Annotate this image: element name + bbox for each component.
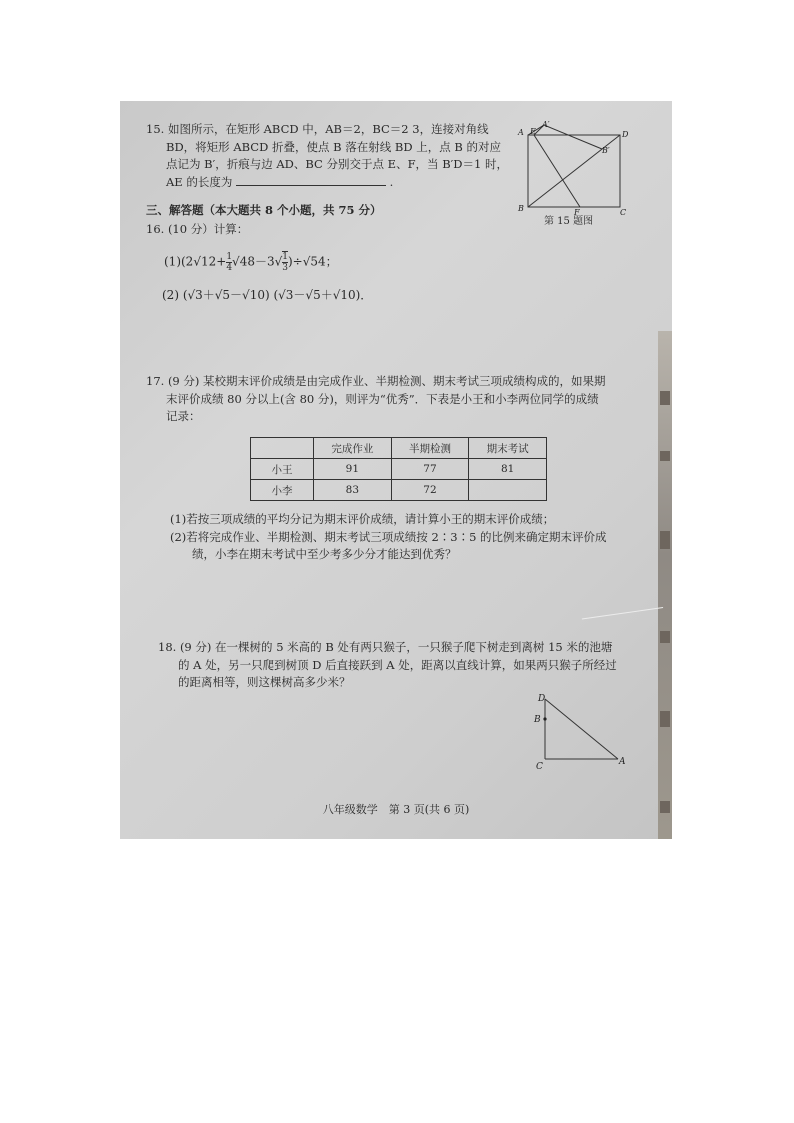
table-cell [469,480,547,501]
q18-line1: 18. (9 分) 在一棵树的 5 米高的 B 处有两只猴子，一只猴子爬下树走到离树 15 米的池塘 [158,640,613,654]
q16-part2: (2) (√3＋√5－√10) (√3－√5＋√10)． [162,288,373,302]
table-header-row [251,438,547,459]
section-heading: 三、解答题（本大题共 8 个小题，共 75 分） [146,203,382,217]
scanned-page-photo [120,101,672,839]
table-cell: 77 [391,459,469,480]
paper-tear [575,558,663,620]
label-D: D [538,694,546,704]
q18-line3: 的距离相等，则这棵树高多少米？ [178,675,351,689]
q15-prompt: AE 的长度为 [166,174,233,189]
label-E: E [530,127,536,136]
label-C: C [620,208,627,217]
table-header [251,438,314,459]
q15-line3: 点记为 B′，折痕与边 AD、BC 分别交于点 E、F，当 B′D＝1 时， [166,157,508,171]
q17-line2: 末评价成绩 80 分以上(含 80 分)，则评为“优秀”．下表是小王和小李两位同学的成绩 [166,391,599,406]
label-B: B [518,204,524,213]
label-D: D [622,130,629,139]
q15-line1: 15. 如图所示，在矩形 ABCD 中，AB＝2，BC＝2 3，连接对角线 [146,122,489,136]
table-cell: 72 [391,480,469,501]
q17-sub2a: (2)若将完成作业、半期检测、期末考试三项成绩按 2∶3∶5 的比例来确定期末评价成 [170,529,607,544]
question-18 [158,639,617,692]
q15-period: . [389,174,394,189]
q17-sub1: (1)若按三项成绩的平均分记为期末评价成绩，请计算小王的期末评价成绩； [170,512,555,526]
q17-line3: 记录： [166,409,201,423]
table-header: 半期检测 [391,438,469,459]
q18-figure [530,691,640,773]
table-row [251,480,547,501]
background-strip [658,331,672,839]
score-table [250,437,547,501]
table-header: 完成作业 [314,438,392,459]
label-A-prime: A′ [542,121,550,129]
question-17 [146,373,606,426]
label-A: A [619,757,626,767]
q18-line2: 的 A 处，另一只爬到树顶 D 后直接跃到 A 处，距离以直线计算，如果两只猴子所经过 [178,657,617,672]
label-F: F [574,208,580,217]
table-cell: 小王 [251,459,314,480]
q17-sub2b: 绩，小李在期末考试中至少考多少分才能达到优秀？ [192,547,457,561]
q15-figure [514,121,634,221]
table-cell: 81 [469,459,547,480]
label-B: B [534,715,541,725]
q16-part1: (1)(2√12+ $\frac{1}{4}$ √48－3√ $\frac{1}{3}$ )÷√54； [164,251,338,273]
q17-subquestions [170,511,607,564]
table-cell: 91 [314,459,392,480]
q15-line4 [146,174,508,192]
label-C: C [536,762,543,772]
q15-caption: 第 15 题图 [544,216,594,227]
label-B-prime: B′ [602,146,610,155]
label-A: A [518,128,524,137]
table-header: 期末考试 [469,438,547,459]
question-15 [146,121,508,191]
page-footer: 八年级数学 第 3 页(共 6 页) [322,803,470,816]
table-cell: 83 [314,480,392,501]
table-row [251,459,547,480]
q16-head: 16. (10 分）计算： [146,222,249,236]
q15-line2: BD，将矩形 ABCD 折叠，使点 B 落在射线 BD 上，点 B 的对应 [166,139,501,154]
answer-blank [236,174,386,186]
table-cell: 小李 [251,480,314,501]
q17-line1: 17. (9 分) 某校期末评价成绩是由完成作业、半期检测、期末考试三项成绩构成的，如果期 [146,374,606,388]
